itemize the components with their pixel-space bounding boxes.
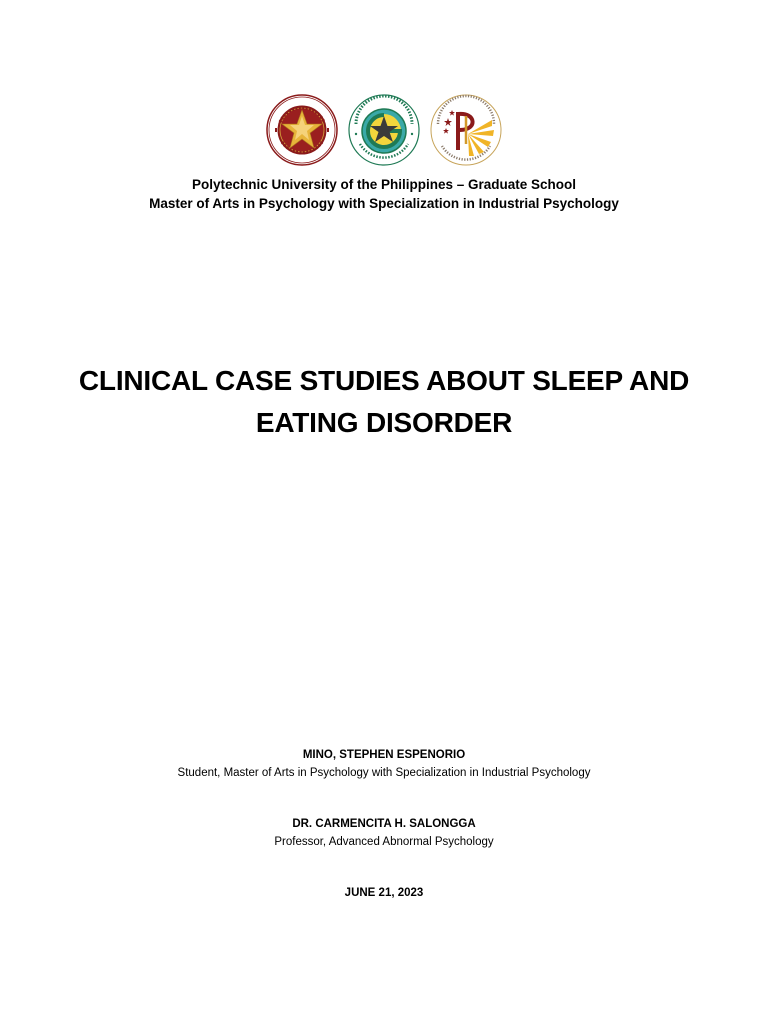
- professor-name: DR. CARMENCITA H. SALONGGA: [292, 818, 476, 830]
- professor-role: Professor, Advanced Abnormal Psychology: [274, 836, 494, 848]
- student-role: Student, Master of Arts in Psychology with Specialization in Industrial Psychology: [177, 767, 591, 779]
- pup-seal-icon: [266, 94, 338, 166]
- institution-name: Polytechnic University of the Philippines – Graduate School: [191, 177, 577, 192]
- psychology-seal-icon: [430, 94, 502, 166]
- program-name: Master of Arts in Psychology with Specialization in Industrial Psychology: [149, 196, 619, 211]
- graduate-school-seal-icon: [348, 94, 420, 166]
- document-title: CLINICAL CASE STUDIES ABOUT SLEEP AND EATING DISORDER: [78, 365, 690, 438]
- logo-row: [0, 94, 768, 170]
- student-name: MINO, STEPHEN ESPENORIO: [302, 749, 466, 761]
- document-date: JUNE 21, 2023: [344, 887, 424, 899]
